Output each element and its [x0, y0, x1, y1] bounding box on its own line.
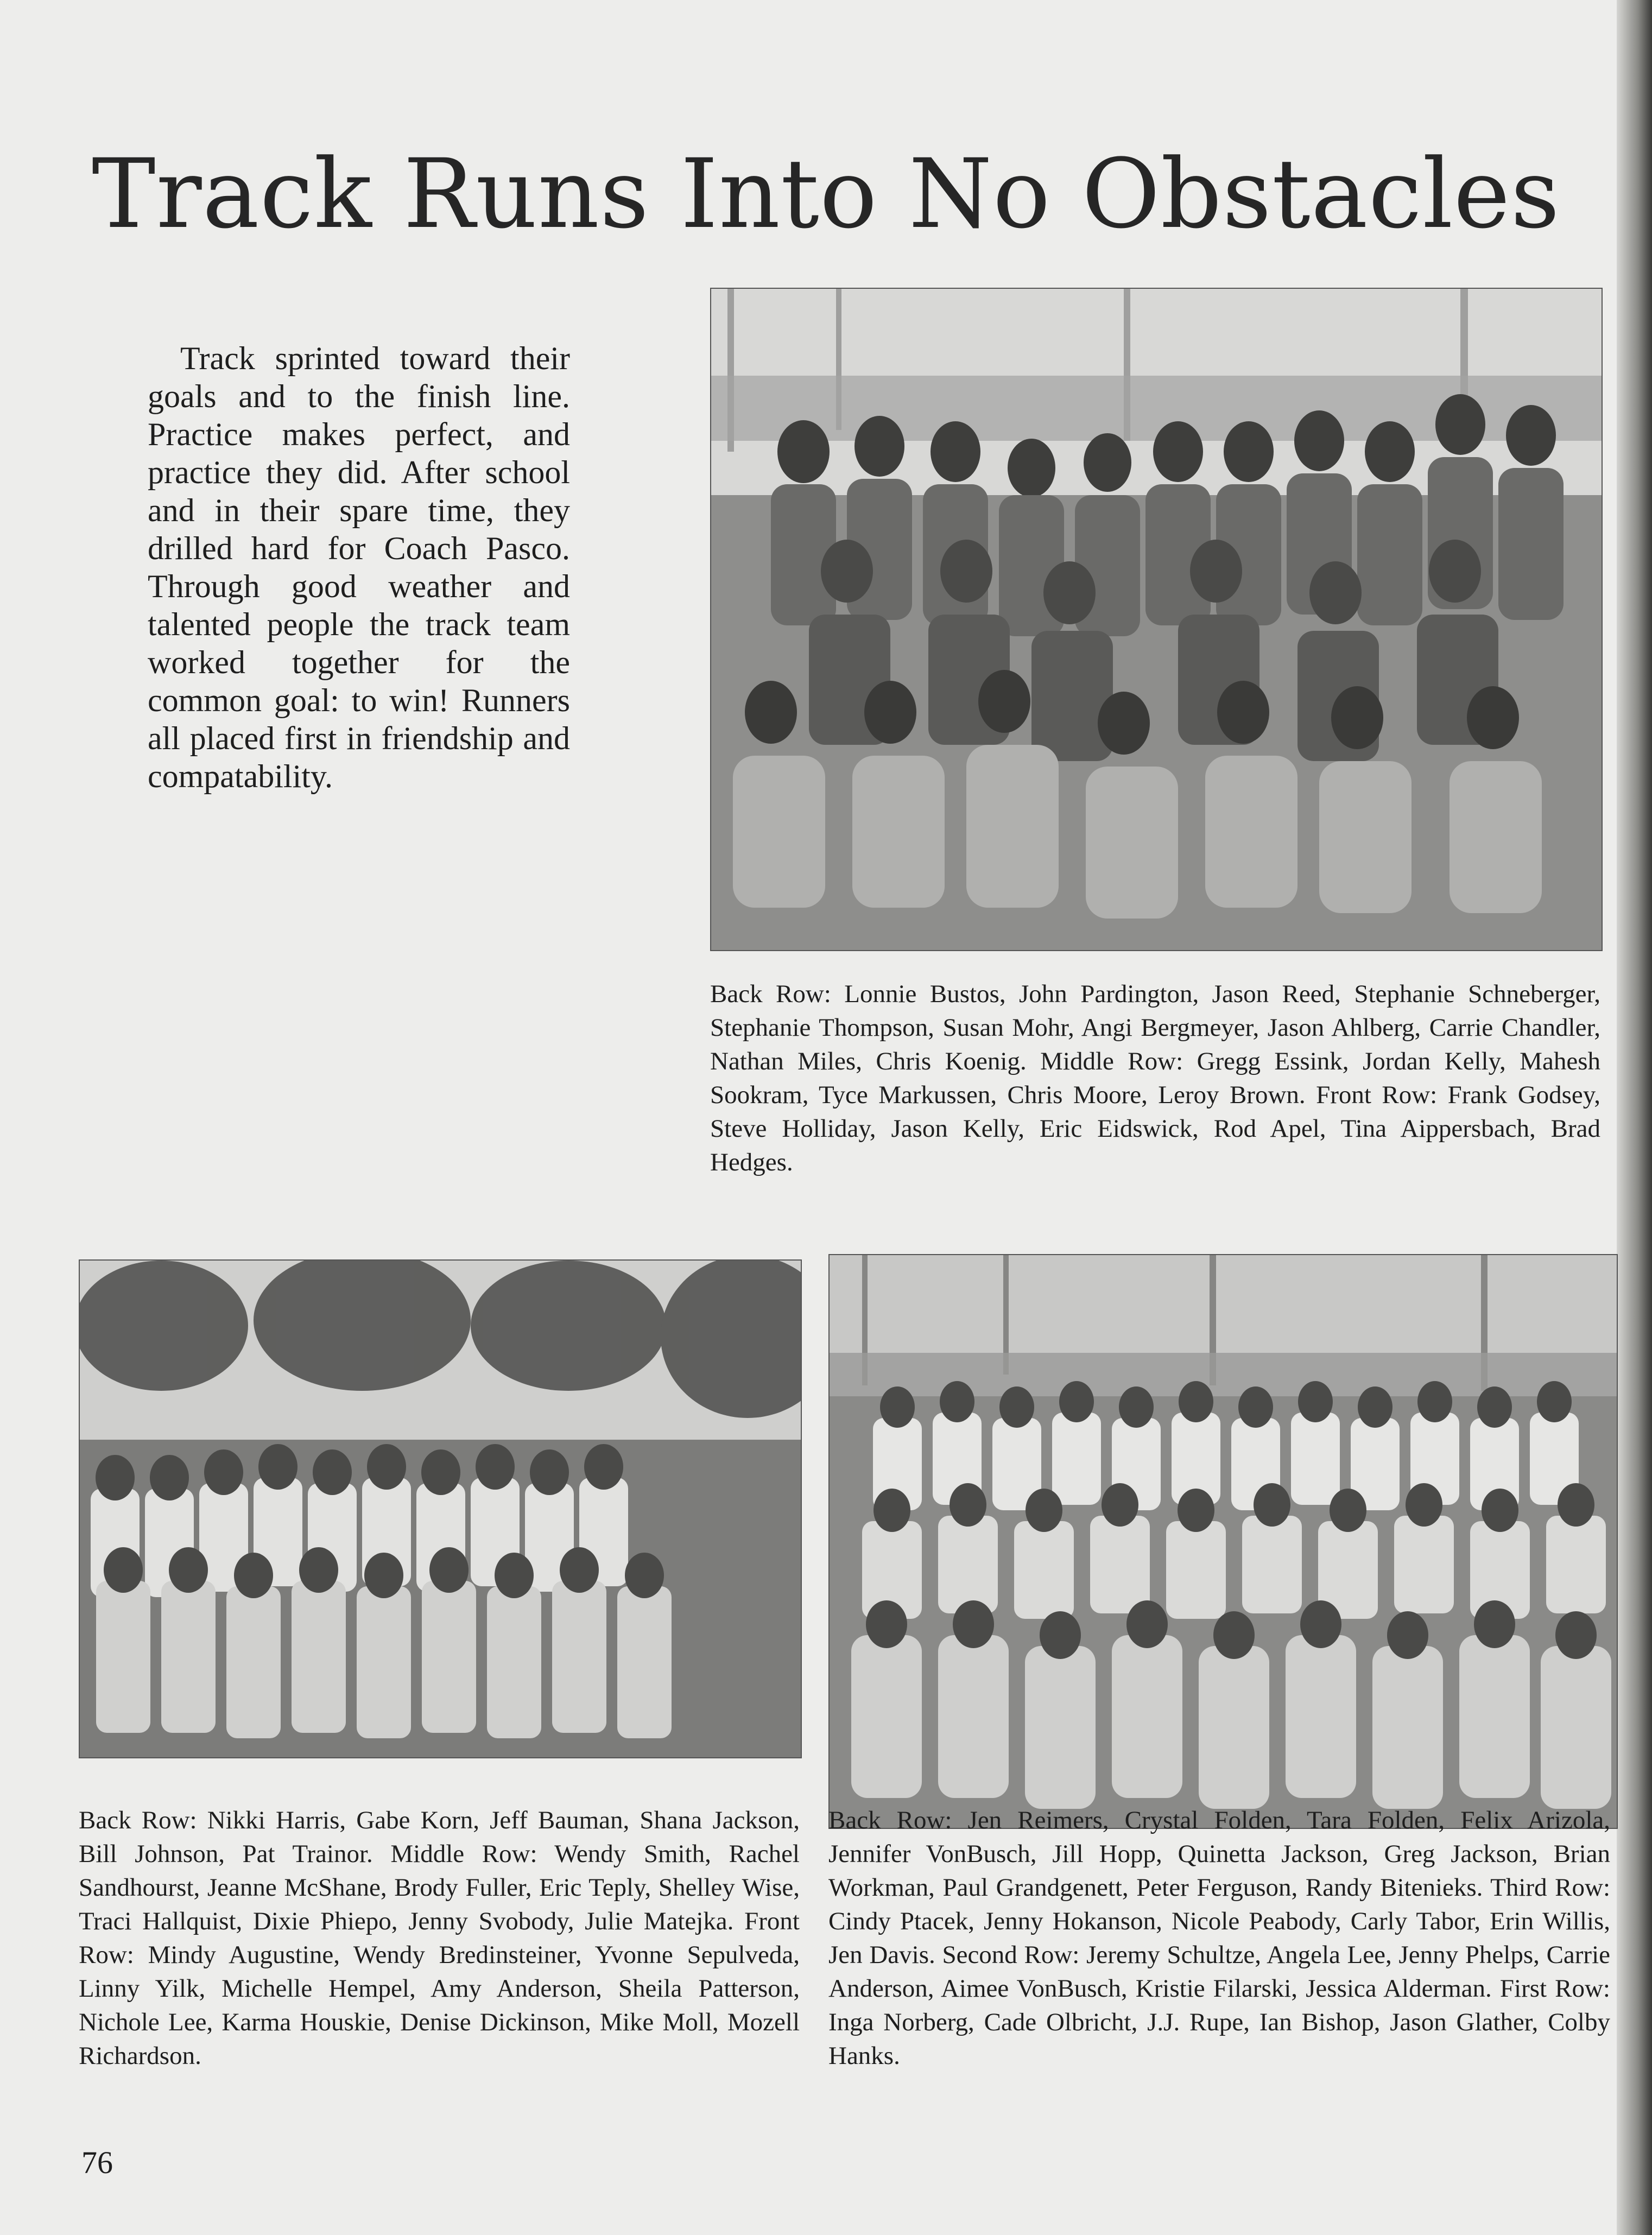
page-title: Track Runs Into No Obstacles [92, 138, 1560, 250]
page-binding-edge [1617, 0, 1652, 2235]
page-number: 76 [81, 2145, 113, 2180]
caption-bottom-right-photo: Back Row: Jen Reimers, Crystal Folden, Tara Folden, Felix Arizola, Jennifer VonBusch, Jill Hopp, Quinetta Jackson, Greg Jackson, Brian Workman, Paul Grandgenett, Peter Ferguson, Randy Bitenieks. Third Row: Cindy Ptacek, Jenny Hokanson, Nicole Peabody, Carly Tabor, Erin Willis, Jen Davis. Second Row: Jeremy Schultze, Angela Lee, Jenny Phelps, Carrie Anderson, Aimee VonBusch, Kristie Filarski, Jessica Alderman. First Row: Inga Norberg, Cade Olbricht, J.J. Rupe, Ian Bishop, Jason Glather, Colby Hanks. [828, 1806, 1610, 2070]
team-photo-top [710, 288, 1603, 951]
caption-top-photo: Back Row: Lonnie Bustos, John Pardington, Jason Reed, Stephanie Schneberger, Stephanie Thompson, Susan Mohr, Angi Bergmeyer, Jason Ahlberg, Carrie Chandler, Nathan Miles, Chris Koenig. Middle Row: Gregg Essink, Jordan Kelly, Mahesh Sookram, Tyce Markussen, Chris Moore, Leroy Brown. Front Row: Frank Godsey, Steve Holliday, Jason Kelly, Eric Eidswick, Rod Apel, Tina Aippersbach, Brad Hedges. [710, 980, 1600, 1176]
intro-text [148, 339, 570, 795]
team-photo-bottom-left [79, 1259, 802, 1758]
team-photo-bottom-right [828, 1254, 1618, 1829]
team-photo-bottom-left-image [80, 1261, 801, 1757]
team-photo-bottom-right-image [830, 1255, 1617, 1828]
caption-bottom-left-photo: Back Row: Nikki Harris, Gabe Korn, Jeff Bauman, Shana Jackson, Bill Johnson, Pat Trainor. Middle Row: Wendy Smith, Rachel Sandhourst, Jeanne McShane, Brody Fuller, Eric Teply, Shelley Wise, Traci Hallquist, Dixie Phiepo, Jenny Svobody, Julie Matejka. Front Row: Mindy Augustine, Wendy Bredinsteiner, Yvonne Sepulveda, Linny Yilk, Michelle Hempel, Amy Anderson, Sheila Patterson, Nichole Lee, Karma Houskie, Denise Dickinson, Mike Moll, Mozell Richardson. [79, 1806, 800, 2070]
team-photo-top-image [711, 289, 1602, 950]
intro-paragraph: Track sprinted toward their goals and to the finish line. Practice makes perfect, and practice they did. After school and in their spare time, they drilled hard for Coach Pasco. Through good weather and talented people the track team worked together for the common goal: to win! Runners all placed first in friendship and compatability. [148, 340, 570, 794]
